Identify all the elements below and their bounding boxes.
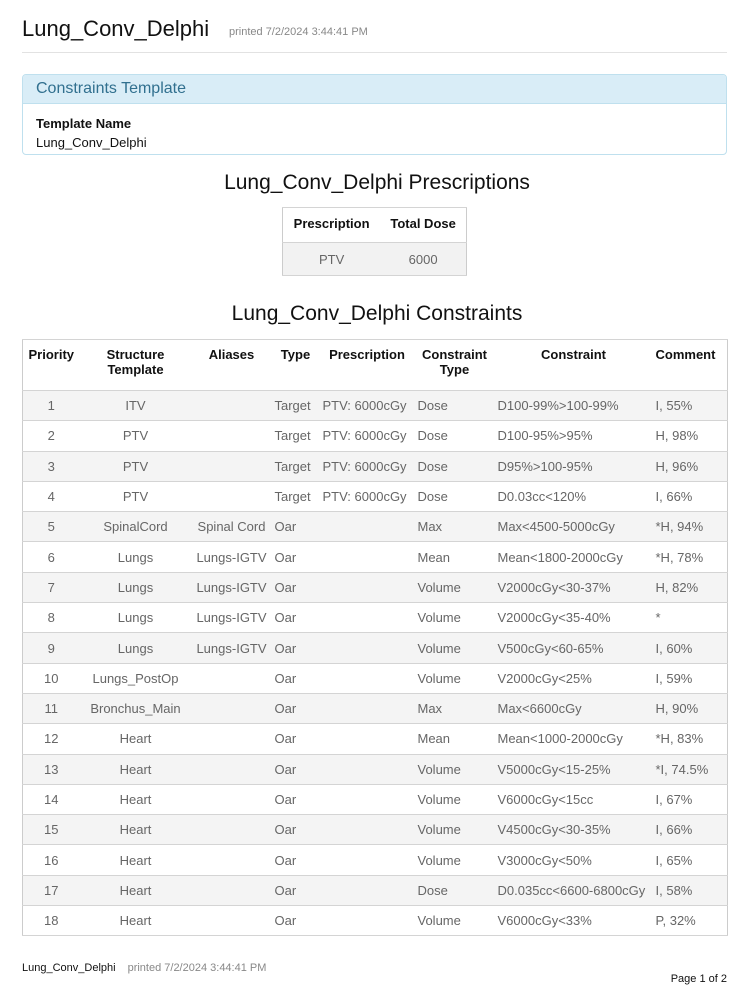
comment-cell: I, 58% — [653, 875, 728, 905]
type-cell: Oar — [272, 724, 320, 754]
constraint-cell: V4500cGy<30-35% — [495, 815, 653, 845]
comment-cell: * — [653, 603, 728, 633]
comment-cell: I, 67% — [653, 784, 728, 814]
constraint-cell: V3000cGy<50% — [495, 845, 653, 875]
constraint-cell: V2000cGy<25% — [495, 663, 653, 693]
structure-cell: Heart — [80, 845, 192, 875]
table-row — [23, 481, 728, 511]
prescription-cell — [320, 784, 415, 814]
prescription-cell — [320, 724, 415, 754]
table-row — [23, 815, 728, 845]
aliases-cell — [192, 845, 272, 875]
constraints-title: Lung_Conv_Delphi Constraints — [231, 302, 523, 325]
prescription-cell — [320, 633, 415, 663]
type-cell: Oar — [272, 754, 320, 784]
constraint-cell: V5000cGy<15-25% — [495, 754, 653, 784]
table-row — [23, 875, 728, 905]
table-row — [23, 633, 728, 663]
column-header: Comment — [653, 340, 728, 391]
comment-cell: P, 32% — [653, 906, 728, 936]
structure-cell: SpinalCord — [80, 512, 192, 542]
constraint-type-cell: Volume — [415, 784, 495, 814]
priority-cell: 17 — [23, 875, 80, 905]
priority-cell: 6 — [23, 542, 80, 572]
template-name-label: Template Name — [36, 116, 132, 131]
constraint-type-cell: Volume — [415, 754, 495, 784]
structure-cell: Heart — [80, 754, 192, 784]
column-header: Prescription — [320, 340, 415, 391]
structure-cell: Heart — [80, 784, 192, 814]
constraint-type-cell: Dose — [415, 481, 495, 511]
aliases-cell — [192, 784, 272, 814]
type-cell: Oar — [272, 906, 320, 936]
type-cell: Oar — [272, 572, 320, 602]
comment-cell: H, 90% — [653, 693, 728, 723]
page-header — [22, 14, 727, 53]
structure-cell: Lungs — [80, 572, 192, 602]
type-cell: Target — [272, 481, 320, 511]
aliases-cell — [192, 481, 272, 511]
aliases-cell — [192, 815, 272, 845]
constraint-type-cell: Dose — [415, 451, 495, 481]
type-cell: Oar — [272, 693, 320, 723]
constraint-type-cell: Volume — [415, 603, 495, 633]
structure-cell: Heart — [80, 875, 192, 905]
prescription-cell: PTV: 6000cGy — [320, 481, 415, 511]
prescription-cell: PTV: 6000cGy — [320, 421, 415, 451]
table-row — [23, 693, 728, 723]
constraint-type-cell: Max — [415, 512, 495, 542]
type-cell: Target — [272, 451, 320, 481]
priority-cell: 5 — [23, 512, 80, 542]
priority-cell: 9 — [23, 633, 80, 663]
aliases-cell — [192, 875, 272, 905]
type-cell: Oar — [272, 542, 320, 572]
constraint-type-cell: Dose — [415, 391, 495, 421]
constraint-cell: Mean<1800-2000cGy — [495, 542, 653, 572]
prescription-cell — [320, 845, 415, 875]
comment-cell: H, 98% — [653, 421, 728, 451]
table-row — [23, 451, 728, 481]
structure-cell: ITV — [80, 391, 192, 421]
structure-cell: Lungs — [80, 542, 192, 572]
constraint-cell: Mean<1000-2000cGy — [495, 724, 653, 754]
page-number: Page 1 of 2 — [670, 973, 727, 985]
priority-cell: 11 — [23, 693, 80, 723]
table-row — [23, 754, 728, 784]
constraint-type-cell: Mean — [415, 724, 495, 754]
constraint-type-cell: Volume — [415, 633, 495, 663]
column-header: Priority — [23, 340, 80, 391]
comment-cell: I, 55% — [653, 391, 728, 421]
type-cell: Oar — [272, 603, 320, 633]
column-header: Aliases — [192, 340, 272, 391]
table-cell: 6000 — [380, 243, 466, 276]
structure-cell: PTV — [80, 481, 192, 511]
constraint-cell: D0.035cc<6600-6800cGy — [495, 875, 653, 905]
type-cell: Oar — [272, 633, 320, 663]
table-row — [23, 784, 728, 814]
table-row — [23, 724, 728, 754]
footer-title: Lung_Conv_Delphi — [22, 962, 116, 974]
comment-cell: H, 82% — [653, 572, 728, 602]
constraint-cell: D100-99%>100-99% — [495, 391, 653, 421]
priority-cell: 3 — [23, 451, 80, 481]
constraint-type-cell: Mean — [415, 542, 495, 572]
aliases-cell — [192, 451, 272, 481]
constraint-type-cell: Volume — [415, 906, 495, 936]
aliases-cell: Lungs-IGTV — [192, 542, 272, 572]
prescription-cell — [320, 572, 415, 602]
table-row — [283, 243, 467, 276]
document-title: Lung_Conv_Delphi — [22, 16, 210, 41]
column-header: Structure Template — [80, 340, 192, 391]
type-cell: Oar — [272, 875, 320, 905]
page-footer — [22, 962, 266, 974]
priority-cell: 14 — [23, 784, 80, 814]
prescription-cell — [320, 875, 415, 905]
column-header: Total Dose — [380, 208, 466, 243]
constraint-type-cell: Dose — [415, 421, 495, 451]
prescription-cell — [320, 815, 415, 845]
constraint-cell: V6000cGy<33% — [495, 906, 653, 936]
priority-cell: 16 — [23, 845, 80, 875]
prescription-cell — [320, 663, 415, 693]
priority-cell: 15 — [23, 815, 80, 845]
table-header-row — [23, 340, 728, 391]
aliases-cell: Lungs-IGTV — [192, 633, 272, 663]
structure-cell: Lungs — [80, 633, 192, 663]
aliases-cell — [192, 663, 272, 693]
prescriptions-title: Lung_Conv_Delphi Prescriptions — [224, 171, 530, 194]
constraint-type-cell: Volume — [415, 663, 495, 693]
column-header: Constraint — [495, 340, 653, 391]
aliases-cell — [192, 906, 272, 936]
table-row — [23, 391, 728, 421]
aliases-cell: Lungs-IGTV — [192, 572, 272, 602]
priority-cell: 7 — [23, 572, 80, 602]
table-header-row — [283, 208, 467, 243]
prescription-cell: PTV: 6000cGy — [320, 391, 415, 421]
footer-printed-timestamp: printed 7/2/2024 3:44:41 PM — [127, 962, 267, 974]
comment-cell: I, 65% — [653, 845, 728, 875]
constraint-cell: V2000cGy<30-37% — [495, 572, 653, 602]
constraints-table — [22, 339, 728, 936]
prescription-cell: PTV: 6000cGy — [320, 451, 415, 481]
prescription-cell — [320, 603, 415, 633]
prescription-cell — [320, 693, 415, 723]
column-header: Prescription — [283, 208, 381, 243]
table-cell: PTV — [283, 243, 381, 276]
priority-cell: 10 — [23, 663, 80, 693]
constraint-type-cell: Volume — [415, 815, 495, 845]
constraints-template-panel — [22, 74, 727, 155]
aliases-cell: Spinal Cord — [192, 512, 272, 542]
table-row — [23, 603, 728, 633]
structure-cell: Bronchus_Main — [80, 693, 192, 723]
template-name-value: Lung_Conv_Delphi — [36, 135, 147, 150]
comment-cell: I, 59% — [653, 663, 728, 693]
comment-cell: H, 96% — [653, 451, 728, 481]
constraint-cell: D0.03cc<120% — [495, 481, 653, 511]
structure-cell: PTV — [80, 421, 192, 451]
table-row — [23, 845, 728, 875]
table-row — [23, 421, 728, 451]
comment-cell: *I, 74.5% — [653, 754, 728, 784]
constraint-cell: V500cGy<60-65% — [495, 633, 653, 663]
comment-cell: I, 66% — [653, 815, 728, 845]
constraint-cell: V2000cGy<35-40% — [495, 603, 653, 633]
type-cell: Oar — [272, 784, 320, 814]
comment-cell: I, 60% — [653, 633, 728, 663]
structure-cell: Lungs — [80, 603, 192, 633]
table-row — [23, 906, 728, 936]
prescription-cell — [320, 906, 415, 936]
comment-cell: *H, 94% — [653, 512, 728, 542]
priority-cell: 1 — [23, 391, 80, 421]
aliases-cell — [192, 754, 272, 784]
structure-cell: Heart — [80, 724, 192, 754]
type-cell: Oar — [272, 815, 320, 845]
constraint-cell: Max<6600cGy — [495, 693, 653, 723]
constraint-cell: D100-95%>95% — [495, 421, 653, 451]
constraint-cell: Max<4500-5000cGy — [495, 512, 653, 542]
comment-cell: *H, 78% — [653, 542, 728, 572]
prescription-cell — [320, 542, 415, 572]
structure-cell: Lungs_PostOp — [80, 663, 192, 693]
constraint-type-cell: Volume — [415, 845, 495, 875]
aliases-cell — [192, 391, 272, 421]
printed-timestamp: printed 7/2/2024 3:44:41 PM — [229, 26, 368, 38]
aliases-cell — [192, 421, 272, 451]
comment-cell: I, 66% — [653, 481, 728, 511]
aliases-cell — [192, 693, 272, 723]
prescriptions-table — [282, 207, 467, 276]
type-cell: Oar — [272, 512, 320, 542]
structure-cell: Heart — [80, 906, 192, 936]
type-cell: Target — [272, 421, 320, 451]
type-cell: Oar — [272, 663, 320, 693]
priority-cell: 2 — [23, 421, 80, 451]
priority-cell: 18 — [23, 906, 80, 936]
type-cell: Oar — [272, 845, 320, 875]
column-header: Type — [272, 340, 320, 391]
table-row — [23, 572, 728, 602]
panel-title: Constraints Template — [36, 80, 186, 97]
priority-cell: 13 — [23, 754, 80, 784]
comment-cell: *H, 83% — [653, 724, 728, 754]
column-header: Constraint Type — [415, 340, 495, 391]
table-row — [23, 542, 728, 572]
constraint-type-cell: Dose — [415, 875, 495, 905]
constraint-type-cell: Max — [415, 693, 495, 723]
constraint-cell: D95%>100-95% — [495, 451, 653, 481]
prescription-cell — [320, 512, 415, 542]
priority-cell: 8 — [23, 603, 80, 633]
structure-cell: Heart — [80, 815, 192, 845]
structure-cell: PTV — [80, 451, 192, 481]
table-row — [23, 663, 728, 693]
aliases-cell: Lungs-IGTV — [192, 603, 272, 633]
priority-cell: 4 — [23, 481, 80, 511]
priority-cell: 12 — [23, 724, 80, 754]
prescription-cell — [320, 754, 415, 784]
constraint-type-cell: Volume — [415, 572, 495, 602]
type-cell: Target — [272, 391, 320, 421]
table-row — [23, 512, 728, 542]
constraint-cell: V6000cGy<15cc — [495, 784, 653, 814]
aliases-cell — [192, 724, 272, 754]
